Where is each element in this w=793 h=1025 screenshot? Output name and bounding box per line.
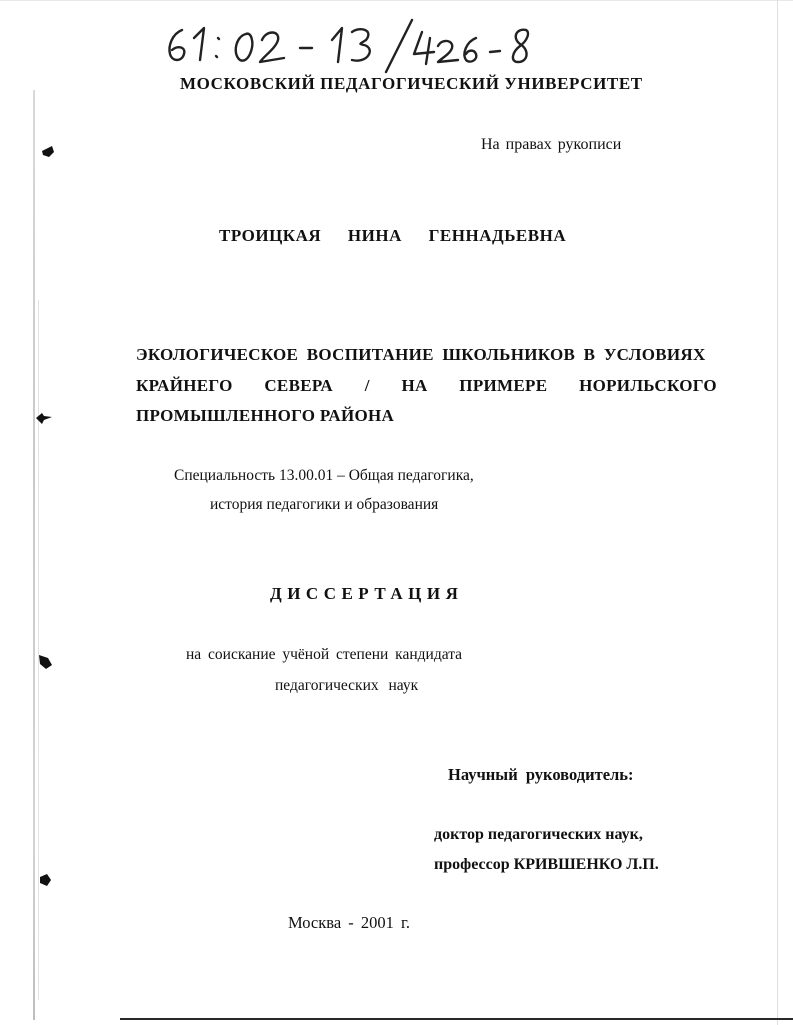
- degree-line-2: педагогических наук: [275, 677, 419, 694]
- scan-edge-left: [33, 90, 35, 1020]
- place-year: Москва - 2001 г.: [288, 913, 411, 932]
- binding-hole-mark-2: [34, 410, 54, 426]
- title-word: КРАЙНЕГО: [136, 376, 233, 395]
- title-word: ПРИМЕРЕ: [459, 376, 548, 395]
- binding-hole-mark-4: [37, 872, 53, 888]
- university-name: МОСКОВСКИЙ ПЕДАГОГИЧЕСКИЙ УНИВЕРСИТЕТ: [180, 74, 643, 93]
- degree-line-1: на соискание учёной степени кандидата: [186, 646, 463, 663]
- document-type: ДИССЕРТАЦИЯ: [270, 584, 464, 603]
- scan-edge-right: [777, 0, 778, 1025]
- scan-edge-top: [0, 0, 793, 1]
- scan-edge-bottom: [120, 1018, 793, 1020]
- thesis-title-line-3: ПРОМЫШЛЕННОГО РАЙОНА: [136, 406, 395, 425]
- specialty-line-2: история педагогики и образования: [210, 496, 439, 513]
- thesis-title-line-1: [136, 345, 717, 365]
- supervisor-name: профессор КРИВШЕНКО Л.П.: [434, 856, 659, 873]
- title-line-1-text: ЭКОЛОГИЧЕСКОЕ ВОСПИТАНИЕ ШКОЛЬНИКОВ В УСЛОВИЯХ: [136, 345, 706, 364]
- title-word: /: [364, 376, 370, 395]
- handwritten-archive-code: [160, 18, 540, 74]
- rights-note: На правах рукописи: [481, 136, 622, 153]
- binding-hole-mark-3: [36, 652, 56, 672]
- binding-hole-mark-1: [40, 143, 56, 159]
- supervisor-label: Научный руководитель:: [448, 765, 634, 784]
- specialty-line-1: Специальность 13.00.01 – Общая педагогика,: [174, 467, 474, 484]
- title-word: НОРИЛЬСКОГО: [579, 376, 717, 395]
- title-word: НА: [401, 376, 428, 395]
- title-word: СЕВЕРА: [264, 376, 333, 395]
- author-name: ТРОИЦКАЯ НИНА ГЕННАДЬЕВНА: [219, 226, 567, 245]
- thesis-title-line-2: [136, 376, 717, 396]
- supervisor-degree: доктор педагогических наук,: [434, 826, 643, 843]
- scan-edge-left-faint: [38, 300, 39, 1000]
